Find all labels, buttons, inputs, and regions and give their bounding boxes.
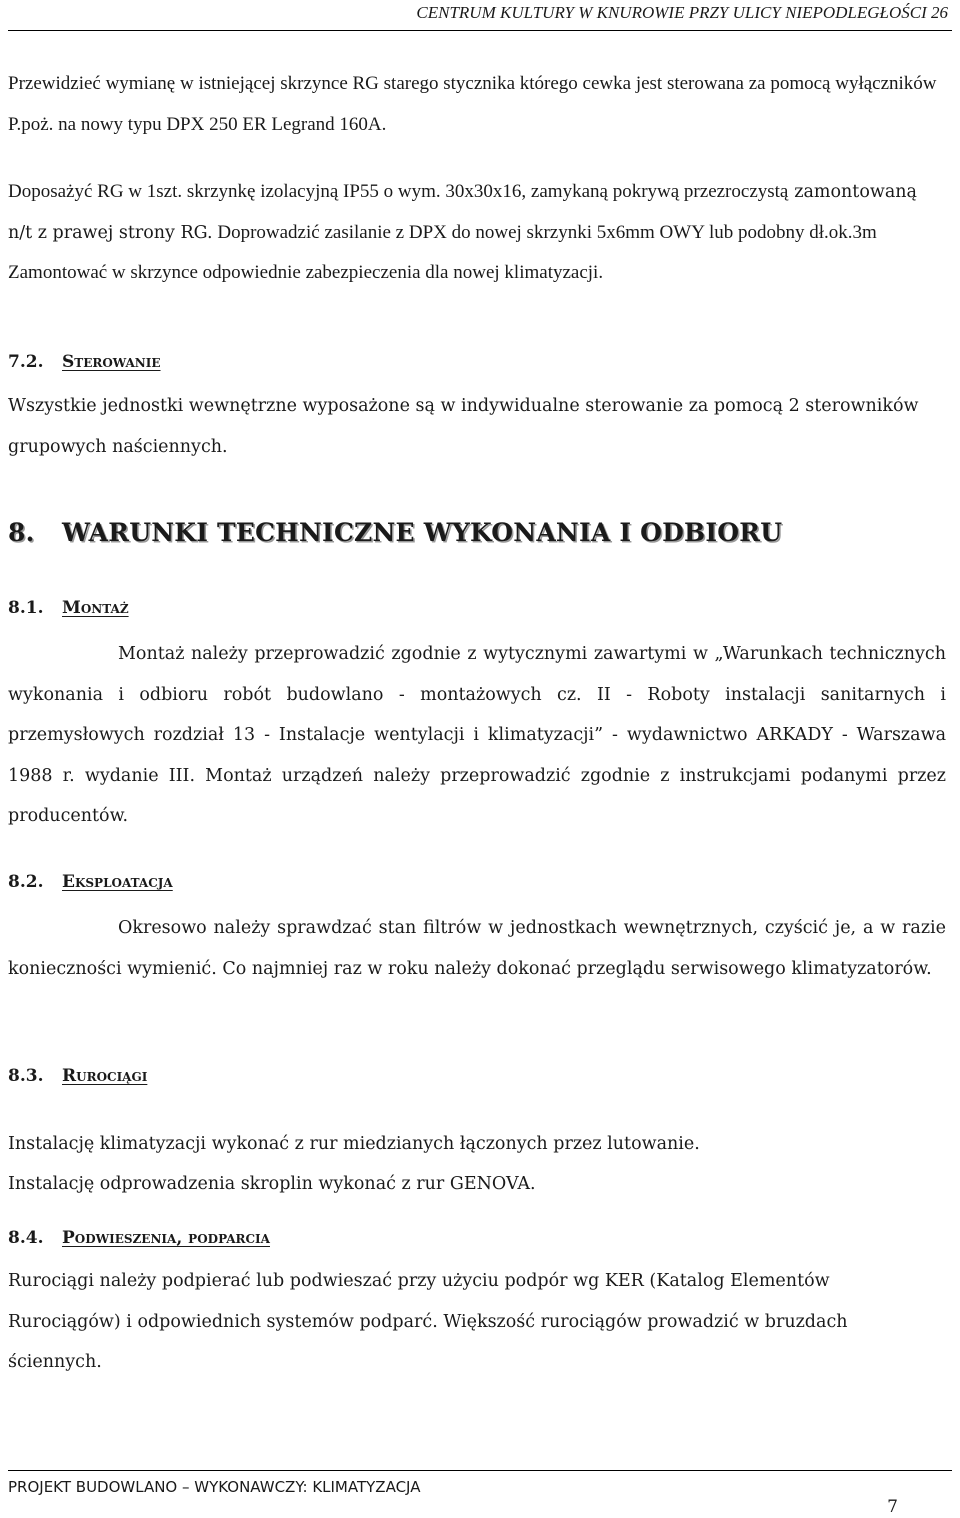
section-8-4-body: Rurociągi należy podpierać lub podwieszać przy użyciu podpór wg KER (Katalog Elementów Rurociągów) i odpowiednich systemów podparć. Większość rurociągów prowadzić w bruzdach ściennych.	[8, 1271, 848, 1372]
section-number: 8.2.	[8, 872, 44, 892]
section-number: 7.2.	[8, 352, 44, 372]
section-7-2-body: Wszystkie jednostki wewnętrzne wyposażone są w indywidualne sterowanie za pomocą 2 sterowników grupowych naściennych.	[8, 396, 919, 457]
section-title: Sterowanie	[62, 352, 161, 372]
section-number: 8.3.	[8, 1066, 44, 1086]
section-8-heading	[8, 516, 782, 550]
section-number: 8.	[8, 518, 35, 547]
paragraph-rg-contactor: Przewidzieć wymianę w istniejącej skrzynce RG starego stycznika którego cewka jest sterowana za pomocą wyłączników P.poż. na nowy typu DPX 250 ER Legrand 160A.	[8, 73, 937, 135]
page-footer: PROJEKT BUDOWLANO – WYKONAWCZY: KLIMATYZACJA	[8, 1470, 952, 1498]
section-8-2-heading	[8, 870, 173, 894]
section-8-3-body-2: Instalację odprowadzenia skroplin wykonać z rur GENOVA.	[8, 1174, 536, 1194]
section-title: Podwieszenia, podparcia	[62, 1228, 270, 1248]
section-title: Eksploatacja	[62, 872, 173, 892]
section-7-2-heading	[8, 350, 161, 374]
section-title: Rurociągi	[62, 1066, 148, 1086]
section-8-3-body-1: Instalację klimatyzacji wykonać z rur miedzianych łączonych przez lutowanie.	[8, 1134, 700, 1154]
section-title: Montaż	[62, 598, 129, 618]
section-8-2-body: Okresowo należy sprawdzać stan filtrów w jednostkach wewnętrznych, czyścić je, a w razie konieczności wymienić. Co najmniej raz w roku należy dokonać przeglądu serwisowego klimatyzatorów.	[8, 918, 946, 979]
paragraph-rg-box-part2: zamontowaną n/t z prawej strony RG.	[8, 182, 917, 243]
paragraph-rg-box-part1: Doposażyć RG w 1szt. skrzynkę izolacyjną IP55 o wym. 30x30x16, zamykaną pokrywą przezroczystą	[8, 181, 789, 202]
section-number: 8.1.	[8, 598, 44, 618]
paragraph-rg-box-part3: Doprowadzić zasilanie z DPX do nowej skrzynki 5x6mm OWY lub podobny dł.ok.3m Zamontować w skrzynce odpowiednie zabezpieczenia dla nowej klimatyzacji.	[8, 221, 877, 283]
section-number: 8.4.	[8, 1228, 44, 1248]
section-title: WARUNKI TECHNICZNE WYKONANIA I ODBIORU	[62, 518, 783, 547]
page-header: CENTRUM KULTURY W KNUROWIE PRZY ULICY NIEPODLEGŁOŚCI 26	[8, 0, 952, 31]
paragraph-rg-box	[8, 172, 946, 294]
section-8-4-heading	[8, 1226, 270, 1250]
section-8-3-heading	[8, 1064, 147, 1088]
page-number: 7	[887, 1497, 898, 1517]
section-8-1-body: Montaż należy przeprowadzić zgodnie z wytycznymi zawartymi w „Warunkach technicznych wykonania i odbioru robót budowlano - montażowych cz. II - Roboty instalacji sanitarnych i przemysłowych rozdział 13 - Instalacje wentylacji i klimatyzacji” - wydawnictwo ARKADY - Warszawa 1988 r. wydanie III. Montaż urządzeń należy przeprowadzić zgodnie z instrukcjami podanymi przez producentów.	[8, 644, 946, 826]
section-8-1-heading	[8, 596, 129, 620]
